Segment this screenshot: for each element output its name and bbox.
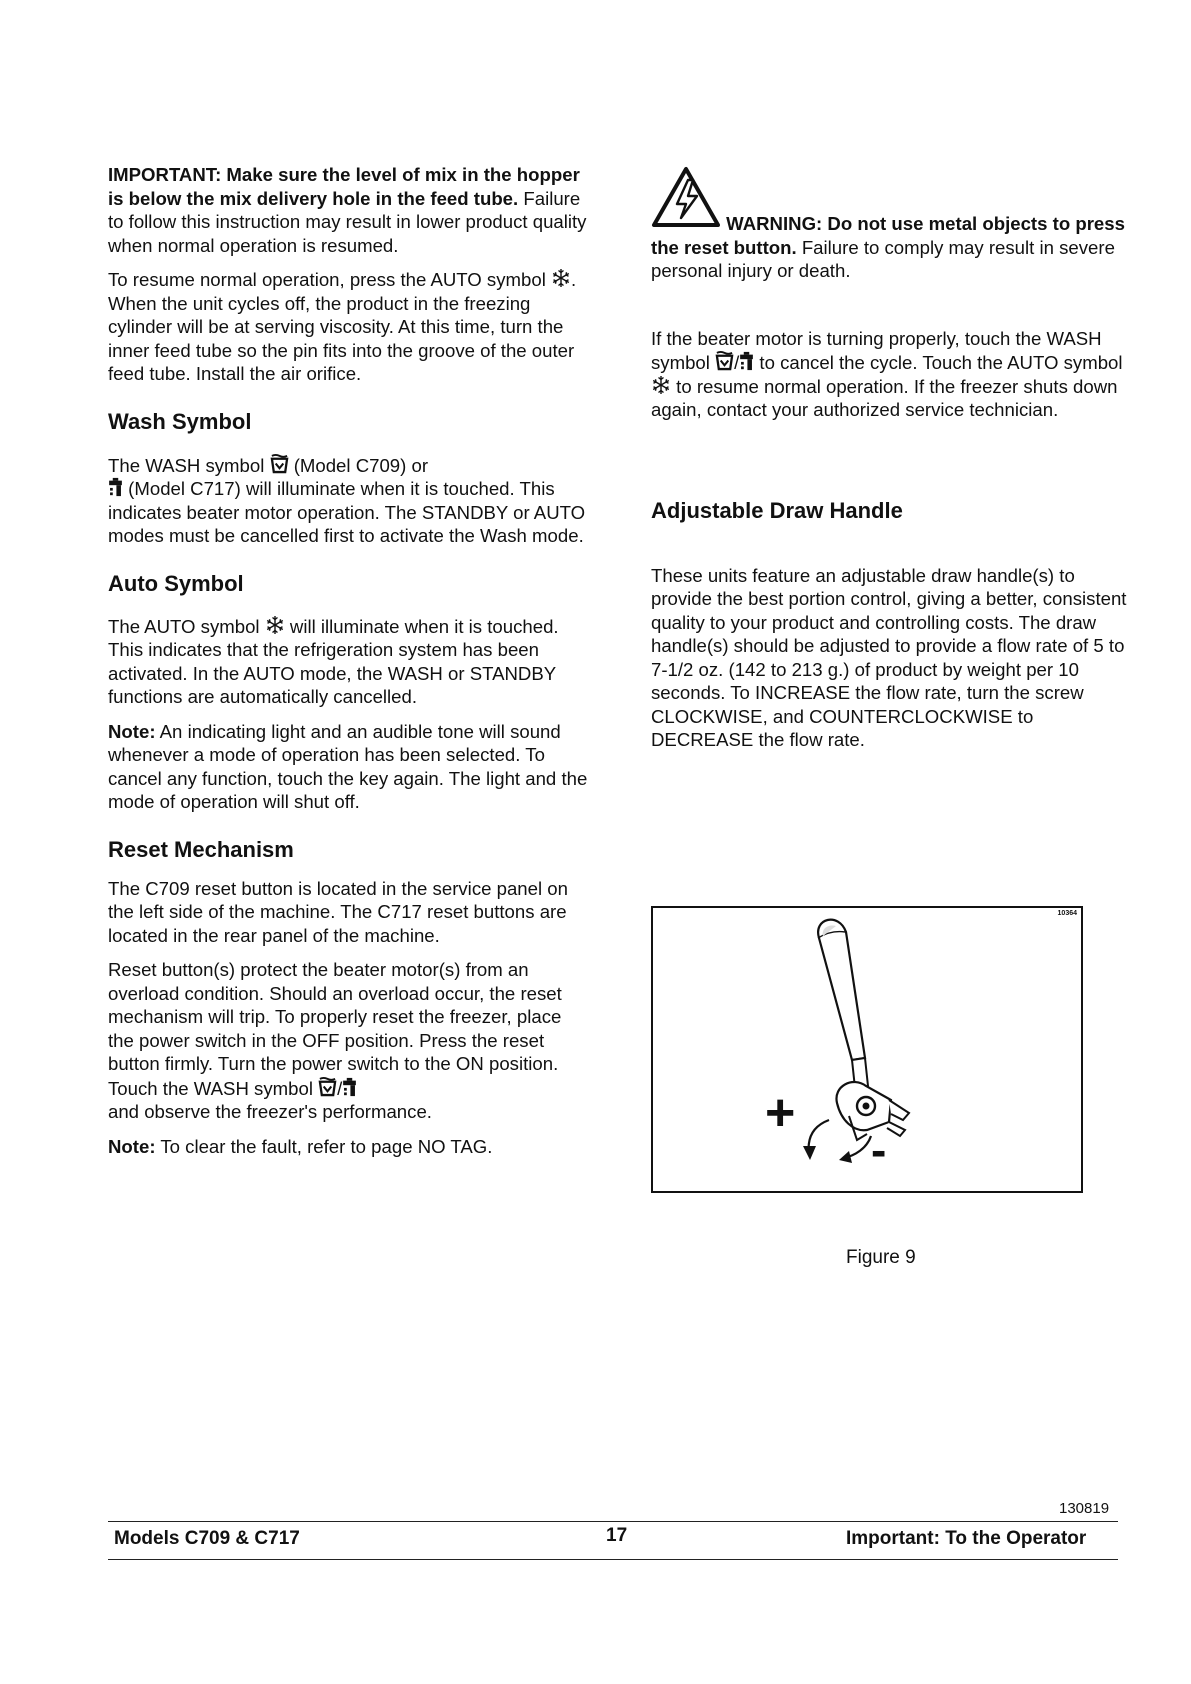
note-label: Note: [108, 1135, 156, 1157]
increase-plus-sign: + [765, 1084, 796, 1142]
important-text: Failure to follow this instruction may result in lower product quality when normal operation is resumed. [108, 187, 587, 256]
wash-symbol-heading: Wash Symbol [108, 408, 252, 434]
important-paragraph [108, 163, 588, 257]
draw-handle-paragraph: These units feature an adjustable draw handle(s) to provide the best portion control, giving a better, consistent quality to your product and controlling costs. The draw handle(s) should be adjusted to provide a flow rate of 5 to 7-1/2 oz. (142 to 213 g.) of product by weight per 10 seconds. To INCREASE the flow rate, turn the screw CLOCKWISE, and COUNTERCLOCKWISE to DECREASE the flow rate. [651, 564, 1127, 750]
draw-handle-illustration [653, 908, 1081, 1191]
beater-paragraph [651, 327, 1131, 422]
footer-bottom-rule [108, 1559, 1118, 1560]
resume-paragraph [108, 268, 588, 386]
reset-mechanism-heading: Reset Mechanism [108, 836, 294, 862]
symbol-separator: / [337, 1077, 343, 1099]
footer-models: Models C709 & C717 [114, 1528, 300, 1549]
auto-snowflake-icon [265, 615, 285, 635]
note-indicator-paragraph [108, 720, 588, 814]
reset-text-a: Reset button(s) protect the beater motor(s) from an overload condition. Should an overload occur, the reset mechanism will trip. To properly reset the freezer, place the power switch in the OFF position. Press the reset button firmly. Turn the power switch to the ON position. Touch the WASH symbol [108, 959, 562, 1099]
document-number: 130819 [1059, 1500, 1110, 1517]
clockwise-arrow-icon [803, 1146, 816, 1160]
note-text: An indicating light and an audible tone will sound whenever a mode of operation has been selected. To cancel any function, touch the key again. The light and the mode of operation will shut off. [108, 720, 588, 812]
auto-snowflake-icon [551, 268, 571, 288]
electrical-hazard-icon [651, 166, 721, 236]
wash-cup-icon [270, 453, 289, 474]
beater-text-a: If the beater motor is turning properly, touch the WASH symbol [651, 327, 1102, 373]
wash-spigot-icon [108, 477, 123, 497]
auto-text-b: will illuminate when it is touched. This indicates that the refrigeration system has been activated. In the AUTO mode, the WASH or STANDBY functions are automatically cancelled. [108, 615, 559, 707]
draw-handle-figure [651, 906, 1083, 1193]
auto-paragraph [108, 615, 588, 709]
wash-spigot-icon [342, 1077, 357, 1097]
adjustable-draw-handle-heading: Adjustable Draw Handle [651, 497, 903, 523]
auto-symbol-heading: Auto Symbol [108, 570, 244, 596]
auto-snowflake-icon [651, 375, 671, 395]
wash-cup-icon [318, 1076, 337, 1097]
warning-paragraph [651, 166, 1131, 283]
right-column [651, 166, 1131, 763]
auto-text-a: The AUTO symbol [108, 615, 265, 637]
important-bold-text: IMPORTANT: Make sure the level of mix in the hopper is below the mix delivery hole in the feed tube. [108, 164, 580, 209]
reset-location-paragraph: The C709 reset button is located in the service panel on the left side of the machine. The C717 reset buttons are located in the rear panel of the machine. [108, 877, 568, 946]
footer-top-rule [108, 1521, 1118, 1522]
wash-paragraph [108, 453, 588, 548]
note-label: Note: [108, 720, 156, 742]
warning-text: Failure to comply may result in severe personal injury or death. [651, 236, 1115, 281]
decrease-minus-sign: - [871, 1124, 887, 1176]
wash-text-c: (Model C717) will illuminate when it is touched. This indicates beater motor operation. The STANDBY or AUTO modes must be cancelled first to activate the Wash mode. [108, 478, 586, 546]
wash-spigot-icon [739, 351, 754, 371]
wash-text-a: The WASH symbol [108, 454, 270, 476]
wash-cup-icon [715, 350, 734, 371]
beater-text-b: to cancel the cycle. Touch the AUTO symbol [754, 352, 1123, 373]
wash-text-b: (Model C709) or [288, 454, 429, 476]
footer-section-title: Important: To the Operator [846, 1528, 1087, 1549]
beater-text-c: to resume normal operation. If the freezer shuts down again, contact your authorized service technician. [651, 375, 1118, 420]
counterclockwise-arrow-icon [839, 1151, 852, 1163]
figure-caption: Figure 9 [846, 1247, 916, 1268]
warning-bold-text: WARNING: Do not use metal objects to press the reset button. [651, 213, 1125, 258]
figure-id: 10364 [1057, 910, 1077, 917]
reset-procedure-paragraph [108, 958, 588, 1124]
reset-text-b: and observe the freezer's performance. [108, 1101, 432, 1122]
left-column [108, 163, 588, 1169]
resume-text-a: To resume normal operation, press the AUTO symbol [108, 269, 551, 290]
page-number: 17 [606, 1525, 628, 1546]
note-clear-fault-paragraph [108, 1135, 588, 1159]
note-text: To clear the fault, refer to page NO TAG. [155, 1135, 493, 1157]
resume-text-b: . When the unit cycles off, the product in the freezing cylinder will be at serving viscosity. At this time, turn the inner feed tube so the pin fits into the groove of the outer feed tube. Install the air orifice. [108, 269, 577, 384]
symbol-separator: / [734, 352, 740, 373]
